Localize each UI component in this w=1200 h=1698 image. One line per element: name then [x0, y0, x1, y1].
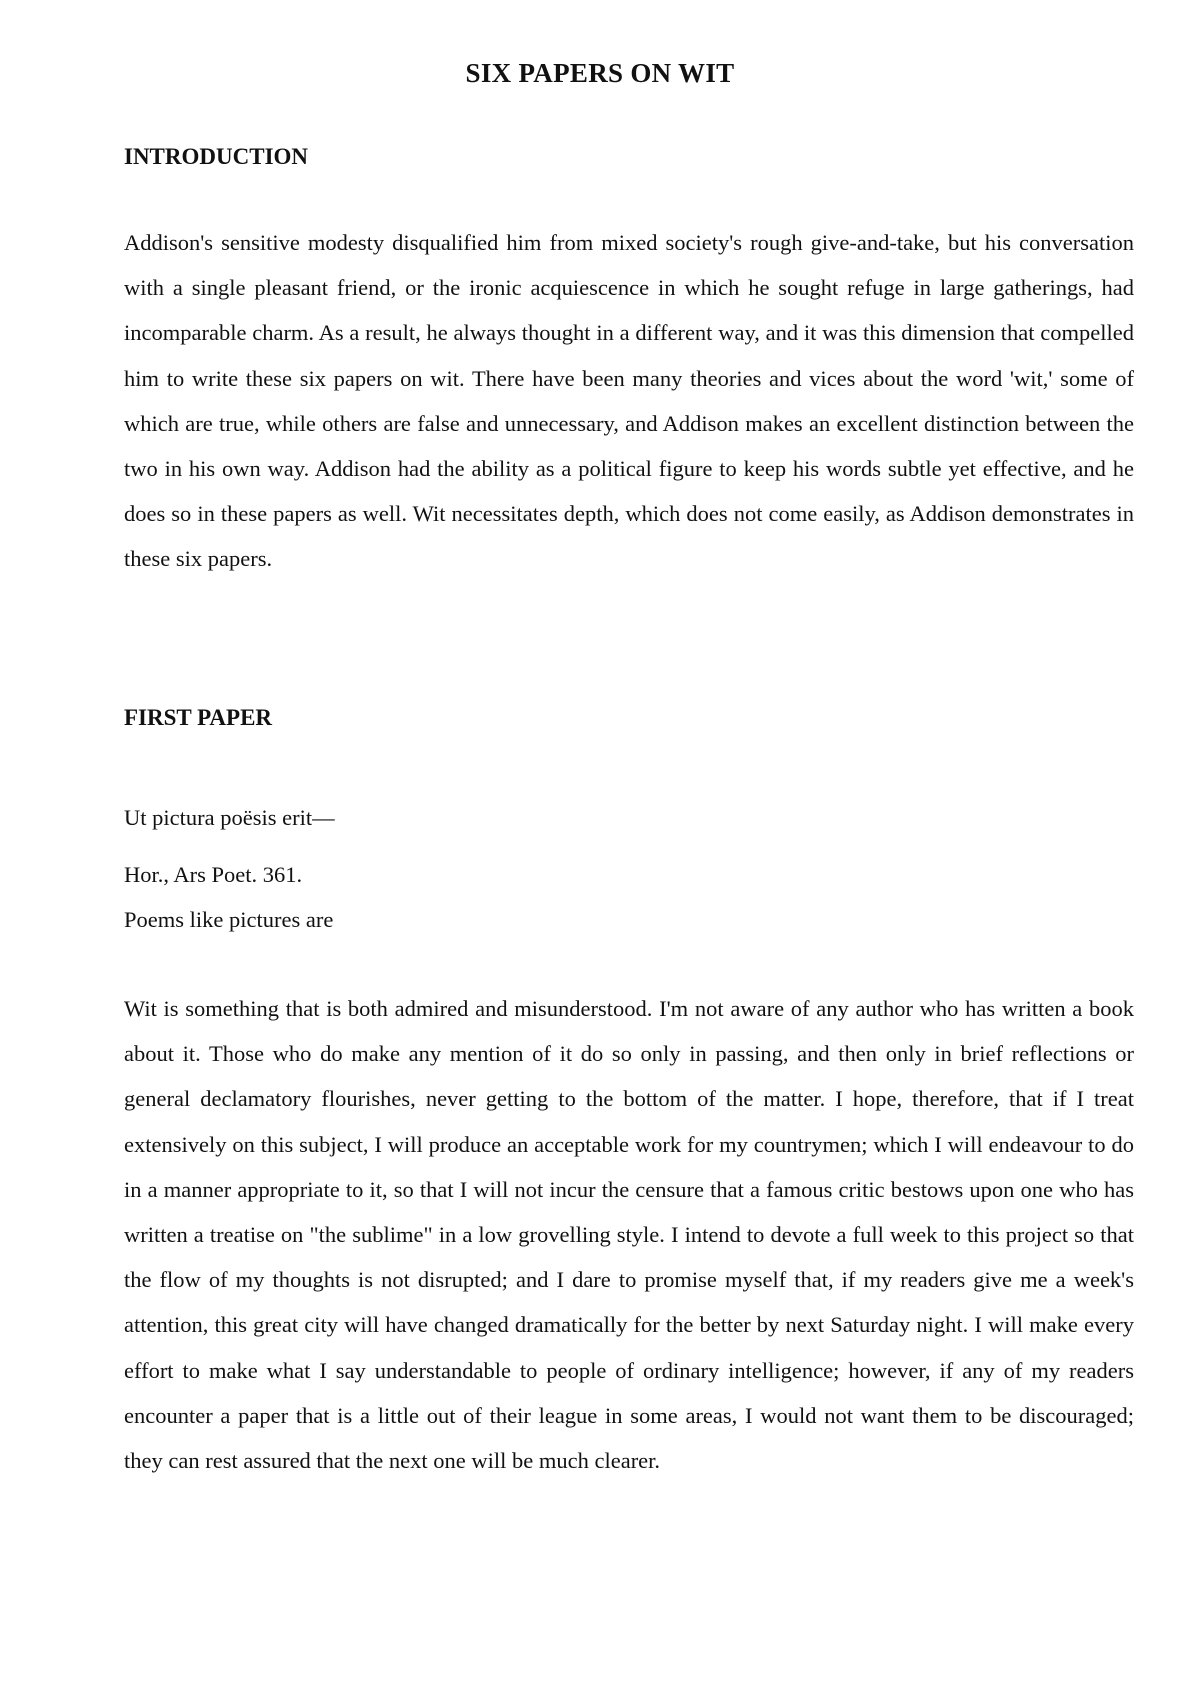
first-paper-paragraph: Wit is something that is both admired and misunderstood. I'm not aware of any author who has written a book about it. Those who do make any mention of it do so only in passing, and then only in brief reflections or general declamatory flourishes, never getting to the bottom of the matter. I hope, therefore, that if I treat extensively on this subject, I will produce an acceptable work for my countrymen; which I will endeavour to do in a manner appropriate to it, so that I will not incur the censure that a famous critic bestows upon one who has written a treatise on "the sublime" in a low grovelling style. I intend to devote a full week to this project so that the flow of my thoughts is not disrupted; and I dare to promise myself that, if my readers give me a week's attention, this great city will have changed dramatically for the better by next Saturday night. I will make every effort to make what I say understandable to people of ordinary intelligence; however, if any of my readers encounter a paper that is a little out of their league in some areas, I would not want them to be discouraged; they can rest assured that the next one will be much clearer.: [124, 996, 1134, 1474]
introduction-heading: INTRODUCTION: [124, 144, 309, 169]
introduction-paragraph: Addison's sensitive modesty disqualified him from mixed society's rough give-and-take, but his conversation with a single pleasant friend, or the ironic acquiescence in which he sought refuge in large gatherings, had incomparable charm. As a result, he always thought in a different way, and it was this dimension that compelled him to write these six papers on wit. There have been many theories and vices about the word 'wit,' some of which are true, while others are false and unnecessary, and Addison makes an excellent distinction between the two in his own way. Addison had the ability as a political figure to keep his words subtle yet effective, and he does so in these papers as well. Wit necessitates depth, which does not come easily, as Addison demonstrates in these six papers.: [124, 230, 1134, 572]
first-paper-heading: FIRST PAPER: [124, 705, 273, 730]
epigraph-line: Ut pictura poësis erit—: [124, 805, 335, 830]
document-title: SIX PAPERS ON WIT: [465, 58, 735, 88]
citation-line: Hor., Ars Poet. 361.: [124, 862, 303, 887]
translation-line: Poems like pictures are: [124, 907, 334, 932]
